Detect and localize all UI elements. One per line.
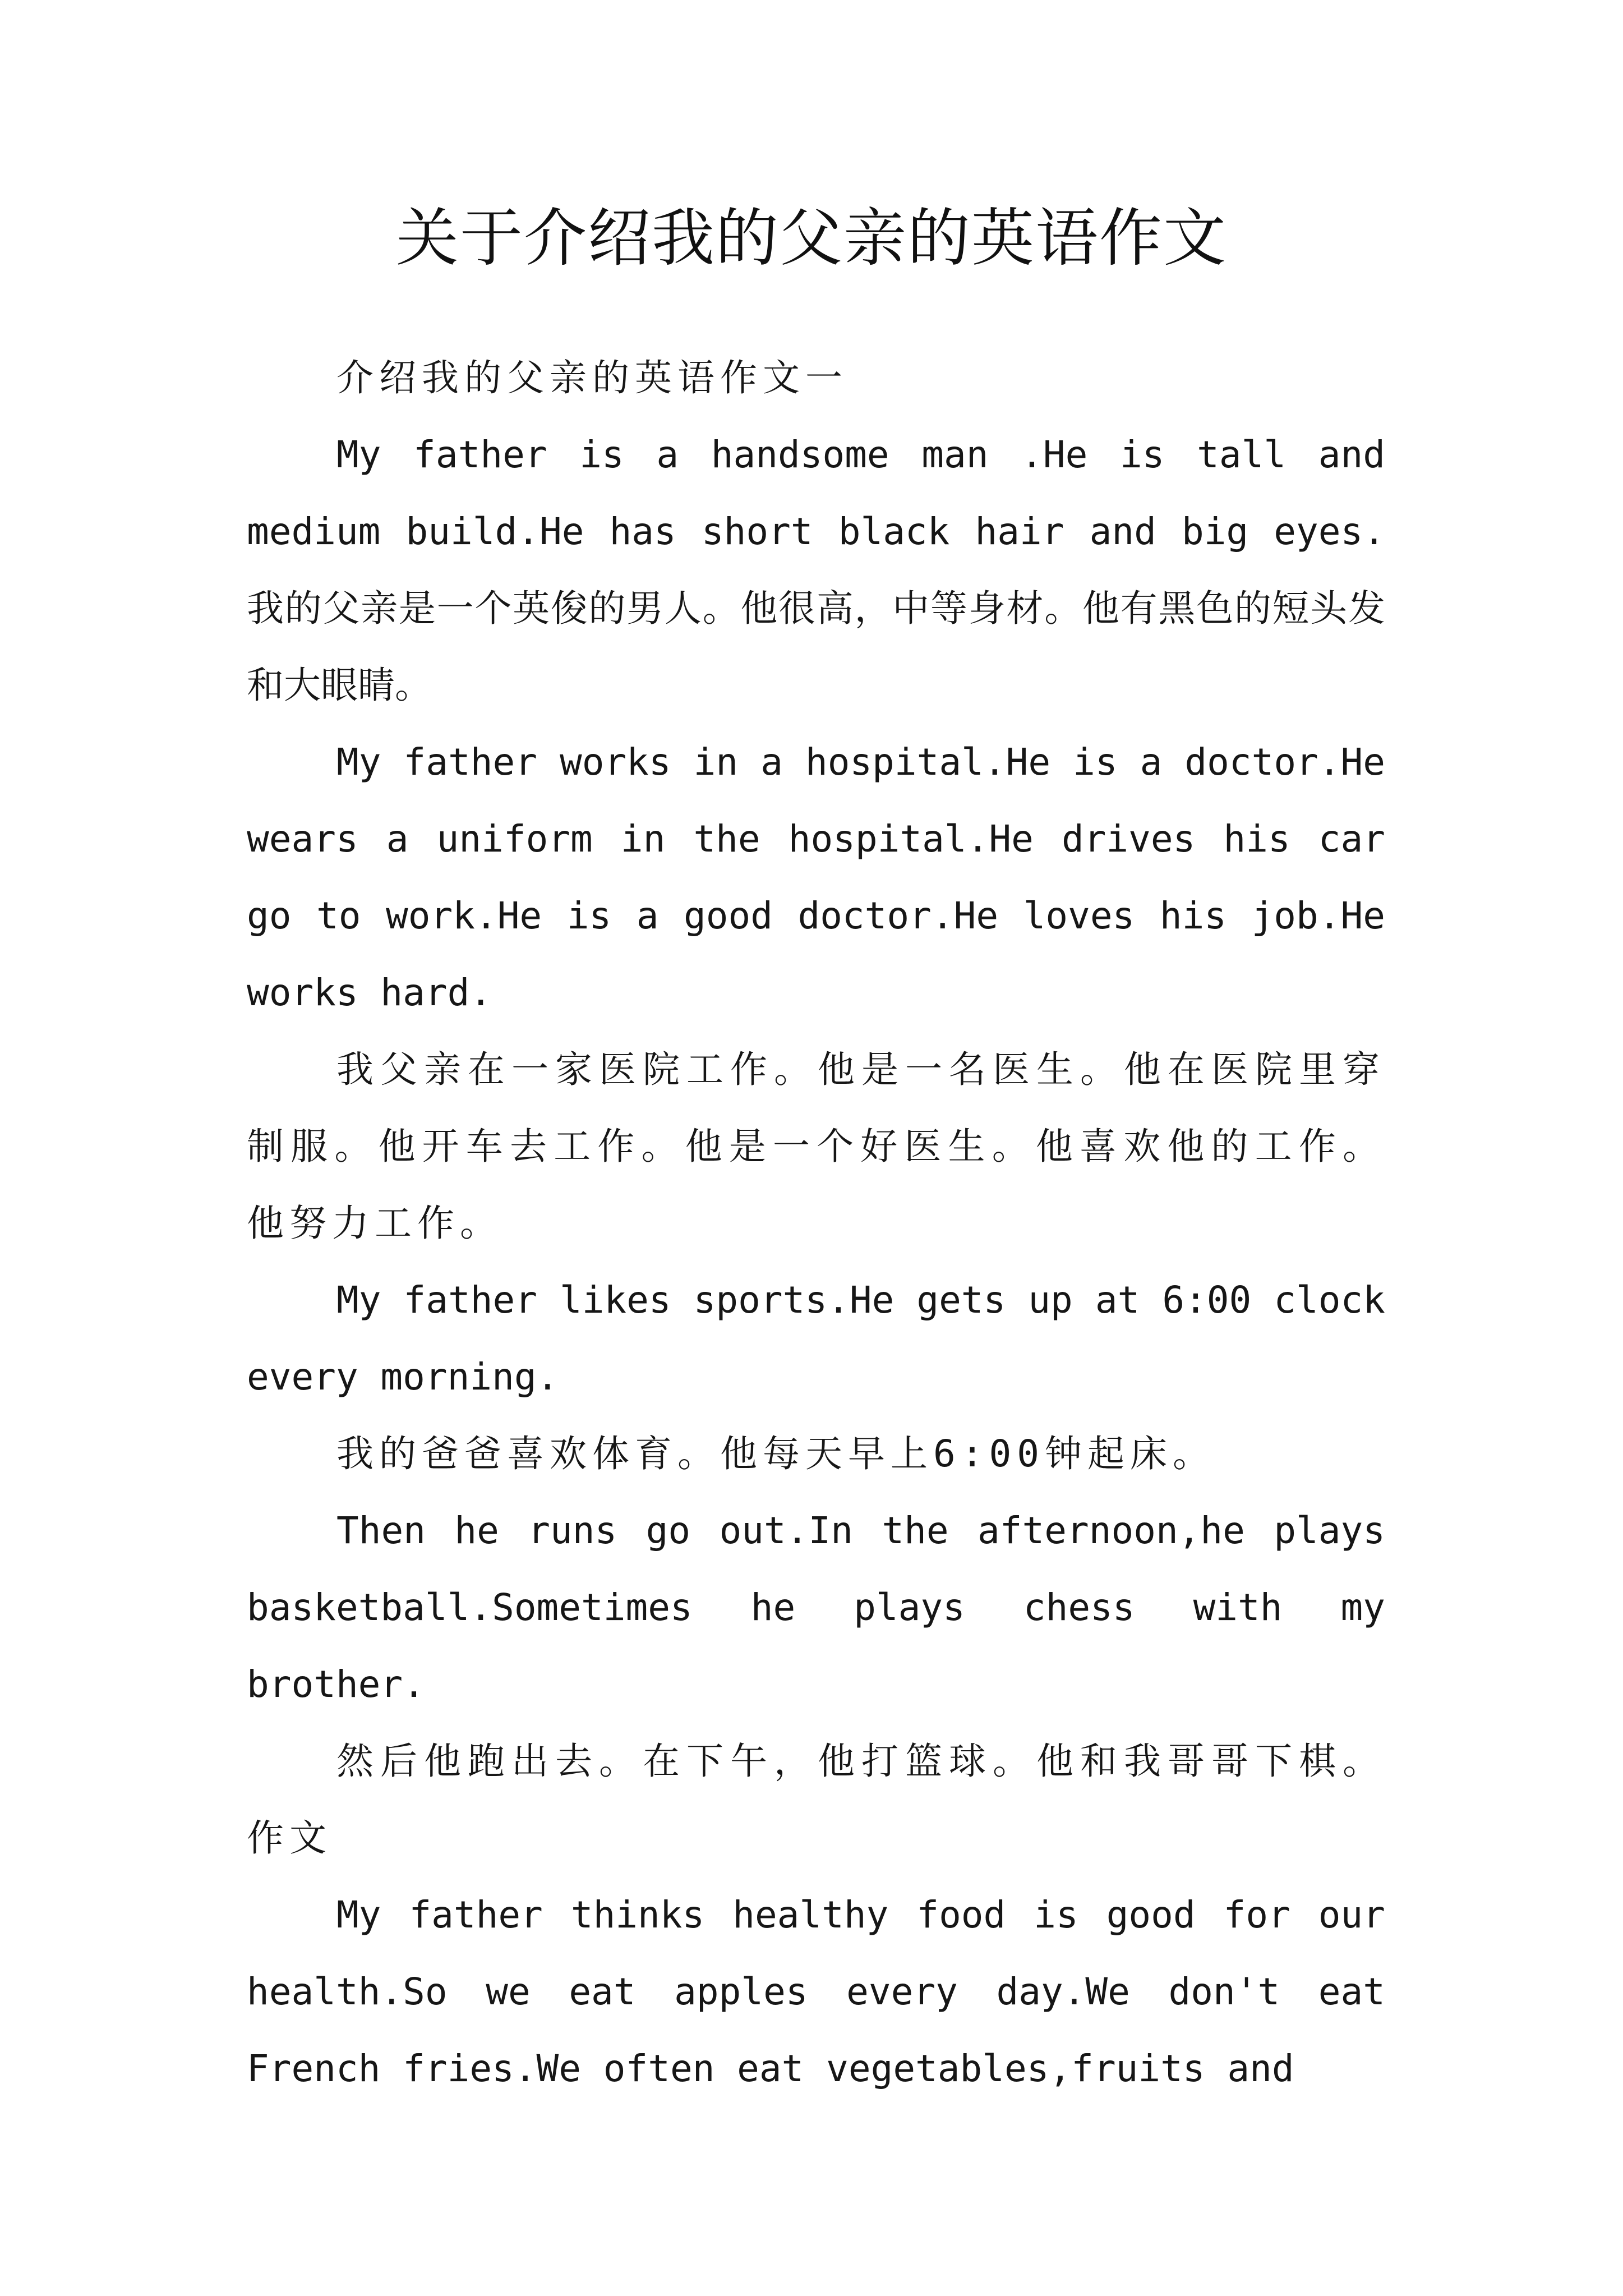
- paragraph: 我父亲在一家医院工作。他是一名医生。他在医院里穿制服。他开车去工作。他是一个好医生。他喜欢他的工作。他努力工作。: [247, 1048, 1385, 1245]
- section-heading: 介绍我的父亲的英语作文一: [336, 356, 848, 399]
- paragraph: My father works in a hospital.He is a doctor.He wears a uniform in the hospital.He drives his car go to work.He is a good doctor.He loves his job.He works hard.: [247, 740, 1385, 1014]
- paragraph: Then he runs go out.In the afternoon,he plays basketball.Sometimes he plays chess with my brother.: [247, 1509, 1385, 1706]
- paragraph: My father likes sports.He gets up at 6:00 clock every morning.: [247, 1278, 1385, 1398]
- paragraph: My father is a handsome man .He is tall and medium build.He has short black hair and big eyes.我的父亲是一个英俊的男人。他很高，中等身材。他有黑色的短头发和大眼睛。: [247, 433, 1385, 707]
- paragraph: My father thinks healthy food is good for our health.So we eat apples every day.We don't eat French fries.We often eat vegetables,fruits and: [247, 1893, 1385, 2090]
- paragraph: 我的爸爸喜欢体育。他每天早上6:00钟起床。: [336, 1432, 1215, 1475]
- paragraph: 然后他跑出去。在下午，他打篮球。他和我哥哥下棋。作文: [247, 1740, 1385, 1860]
- document-body: [247, 339, 1385, 2107]
- document-title: 关于介绍我的父亲的英语作文: [396, 202, 1227, 275]
